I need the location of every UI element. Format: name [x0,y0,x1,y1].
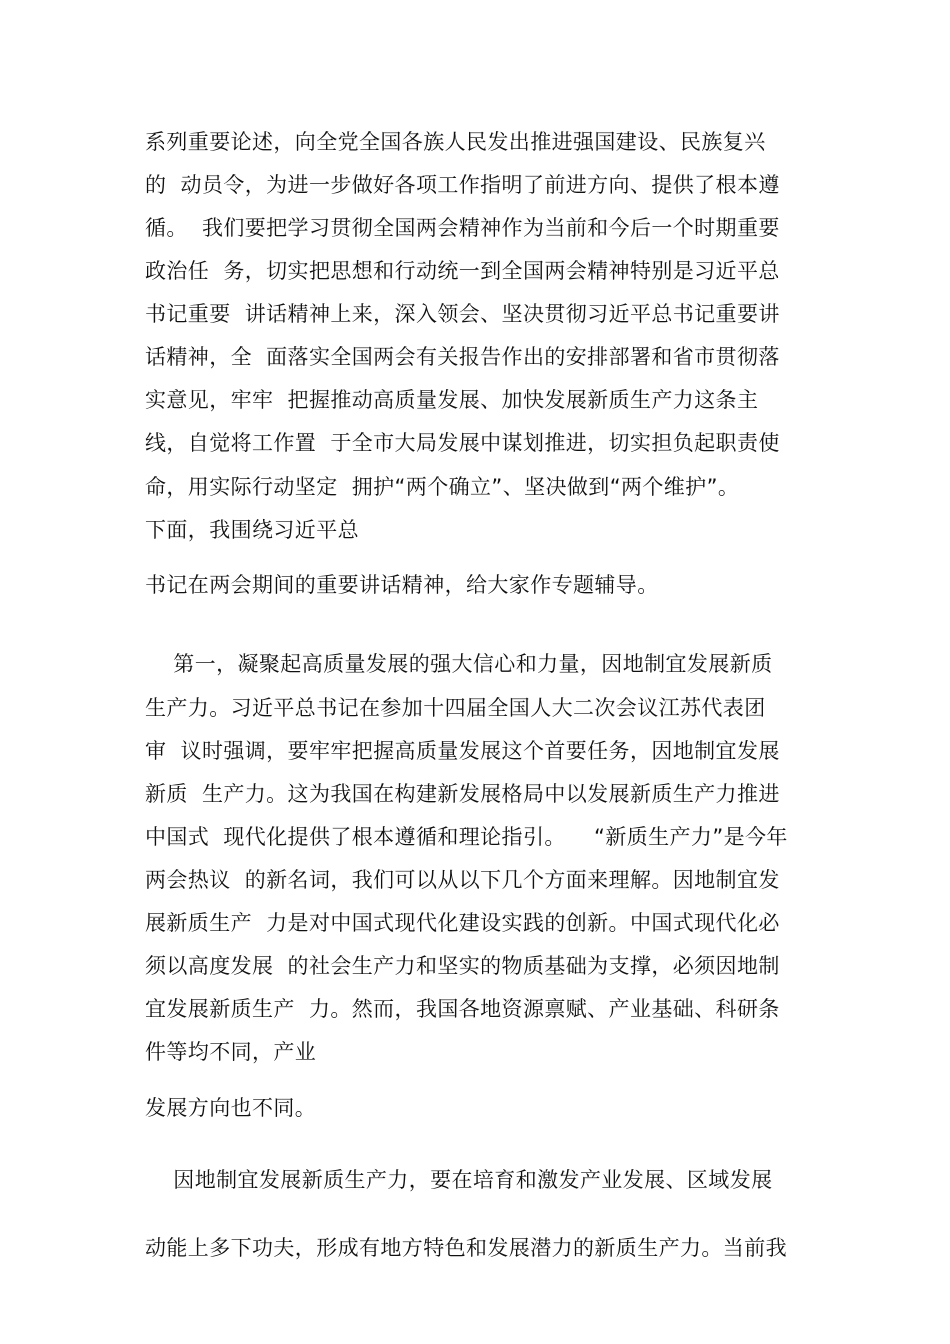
text-line: 生产力。习近平总书记在参加十四届全国人大二次会议江苏代表团 [145,696,766,720]
text-line: 审 议时强调，要牢牢把握高质量发展这个首要任务，因地制宜发展 [145,739,780,763]
text-line: 书记重要 讲话精神上来，深入领会、坚决贯彻习近平总书记重要讲 [145,302,780,326]
text-line: 动能上多下功夫，形成有地方特色和发展潜力的新质生产力。当前我 [145,1236,787,1260]
text-line: 循。 我们要把学习贯彻全国两会精神作为当前和今后一个时期重要 [145,216,780,240]
text-line: 件等均不同，产业 [145,1040,317,1064]
text-line: 新质 生产力。这为我国在构建新发展格局中以发展新质生产力推进 [145,782,780,806]
text-line: 展新质生产 力是对中国式现代化建设实践的创新。中国式现代化必 [145,911,780,935]
text-line: 实意见，牢牢 把握推动高质量发展、加快发展新质生产力这条主 [145,388,759,412]
text-line: 的 动员令，为进一步做好各项工作指明了前进方向、提供了根本遵 [145,173,780,197]
text-line: 线，自觉将工作置 于全市大局发展中谋划推进，切实担负起职责使 [145,431,780,455]
text-line: 宜发展新质生产 力。然而，我国各地资源禀赋、产业基础、科研条 [145,997,780,1021]
text-line: 下面，我围绕习近平总 [145,518,359,542]
text-line: 第一，凝聚起高质量发展的强大信心和力量，因地制宜发展新质 [145,652,773,676]
text-line: 命，用实际行动坚定 拥护“两个确立”、坚决做到“两个维护”。 [145,475,740,499]
text-line: 系列重要论述，向全党全国各族人民发出推进强国建设、民族复兴 [145,130,766,154]
text-line: 因地制宜发展新质生产力，要在培育和激发产业发展、区域发展 [145,1168,773,1192]
text-line: 中国式 现代化提供了根本遵循和理论指引。 “新质生产力”是今年 [145,825,788,849]
text-line: 话精神，全 面落实全国两会有关报告作出的安排部署和省市贯彻落 [145,345,780,369]
text-line: 须以高度发展 的社会生产力和坚实的物质基础为支撑，必须因地制 [145,954,780,978]
text-line: 书记在两会期间的重要讲话精神，给大家作专题辅导。 [145,573,659,597]
text-line: 发展方向也不同。 [145,1096,317,1120]
text-line: 两会热议 的新名词，我们可以从以下几个方面来理解。因地制宜发 [145,868,780,892]
text-line: 政治任 务，切实把思想和行动统一到全国两会精神特别是习近平总 [145,259,780,283]
